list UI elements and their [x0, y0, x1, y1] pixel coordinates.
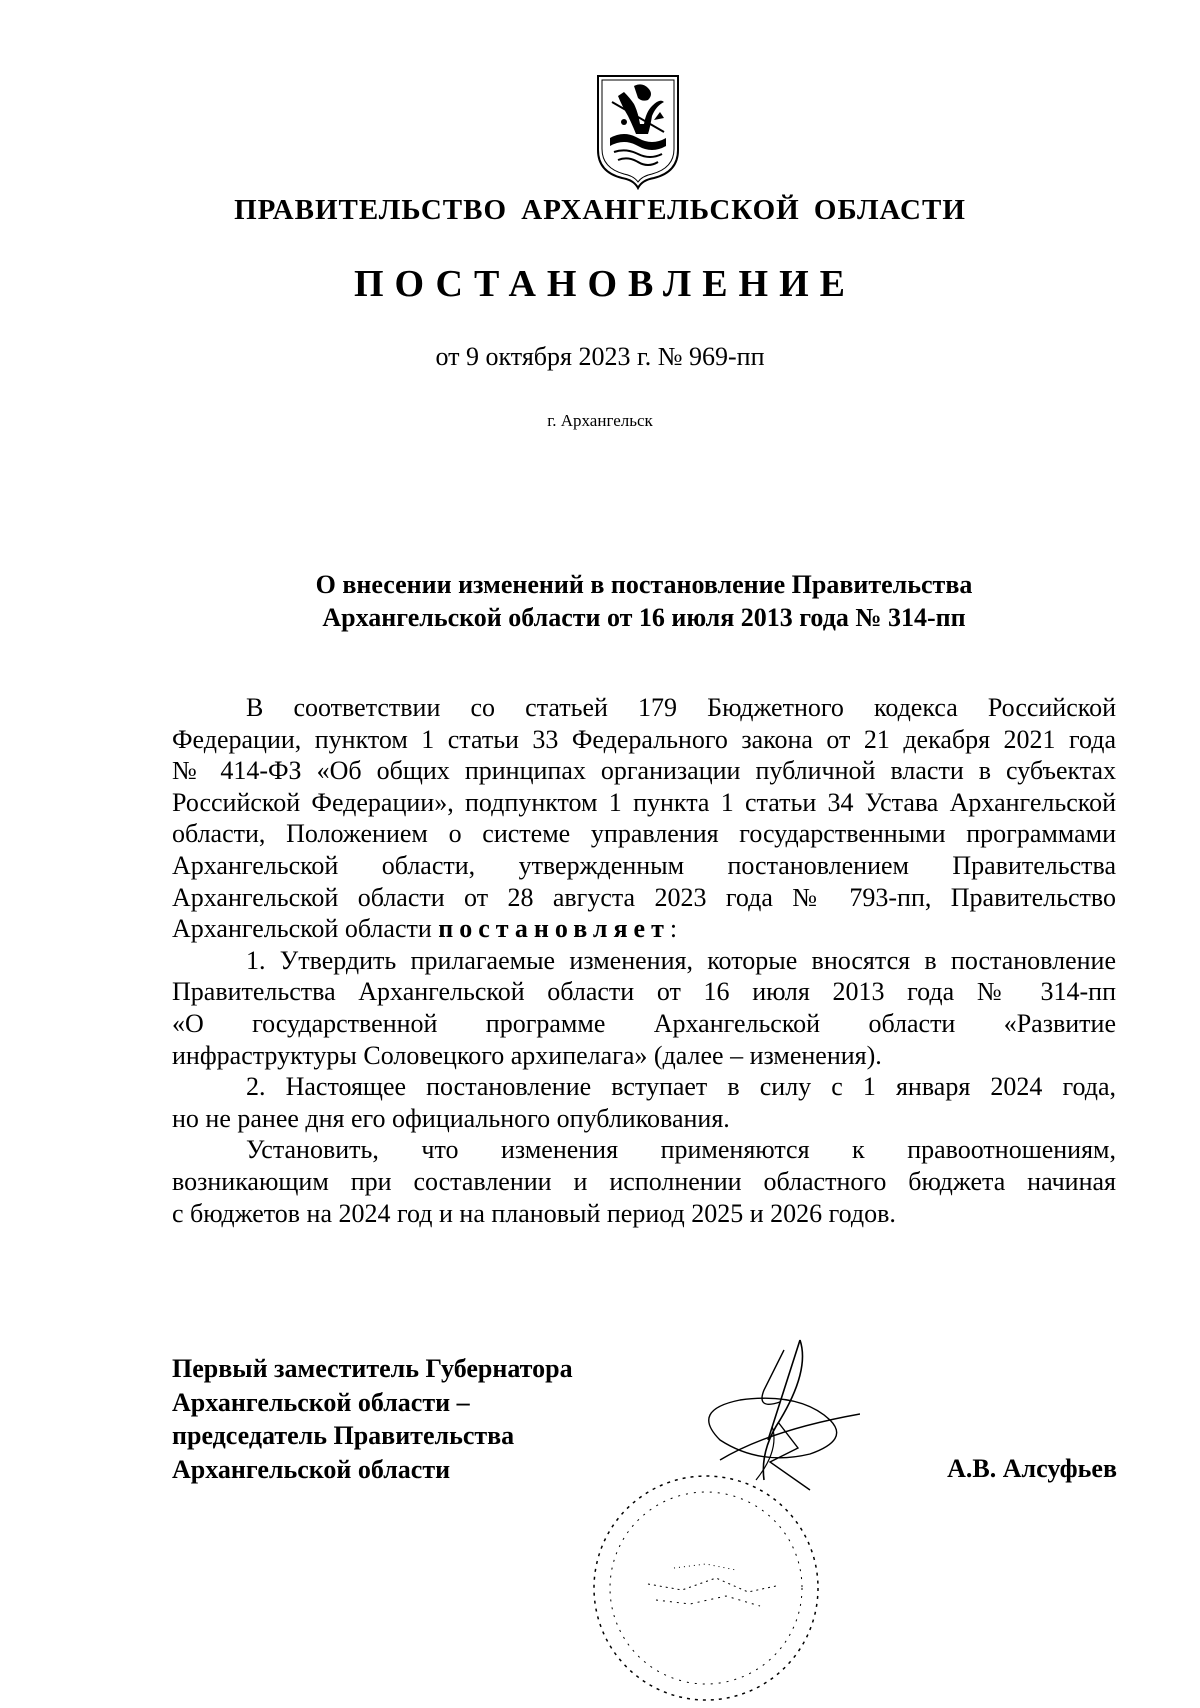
body-line: области, Положением о системе управления государственными программами	[172, 819, 1116, 849]
item1-line: инфраструктуры Соловецкого архипелага» (далее – изменения).	[172, 1040, 882, 1070]
body-line: Российской Федерации», подпунктом 1 пункта 1 статьи 34 Устава Архангельской	[172, 787, 1116, 817]
body-line-resolves	[172, 913, 1116, 945]
body-line: В соответствии со статьей 179 Бюджетного кодекса Российской	[246, 693, 1116, 722]
body-line: Архангельской области от 28 августа 2023 года № 793-пп, Правительство	[172, 882, 1116, 912]
item1-line: «О государственной программе Архангельской области «Развитие	[172, 1008, 1116, 1038]
signer-title-line: Архангельской области	[172, 1454, 451, 1484]
body-line: Архангельской области, утвержденным постановлением Правительства	[172, 850, 1116, 880]
signer-name: А.В. Алсуфьев	[947, 1454, 1117, 1483]
coat-of-arms-emblem	[594, 72, 682, 190]
document-city: г. Архангельск	[547, 411, 653, 430]
signer-title	[172, 1352, 692, 1486]
item1-line: Правительства Архангельской области от 16 июля 2013 года № 314-пп	[172, 977, 1116, 1007]
resolves-prefix: Архангельской области	[172, 914, 439, 944]
resolves-suffix: :	[669, 914, 678, 944]
signer-title-line: Первый заместитель Губернатора	[172, 1354, 573, 1383]
signer-title-line: председатель Правительства	[172, 1421, 515, 1450]
document-type-title: ПОСТАНОВЛЕНИЕ	[353, 263, 857, 305]
government-name: ПРАВИТЕЛЬСТВО АРХАНГЕЛЬСКОЙ ОБЛАСТИ	[234, 194, 966, 226]
document-subject	[172, 568, 1116, 634]
subject-line: Архангельской области от 16 июля 2013 года № 314-пп	[322, 603, 966, 632]
resolves-keyword: постановляет	[438, 914, 670, 944]
document-date-number: от 9 октября 2023 г. № 969-пп	[435, 342, 765, 371]
body-line: Федерации, пунктом 1 статьи 33 Федерального закона от 21 декабря 2021 года	[172, 724, 1116, 754]
item2-line: 2. Настоящее постановление вступает в силу с 1 января 2024 года,	[246, 1072, 1116, 1102]
item3-line: с бюджетов на 2024 год и на плановый период 2025 и 2026 годов.	[172, 1198, 896, 1228]
signer-title-line: Архангельской области –	[172, 1387, 470, 1417]
item3-line: Установить, что изменения применяются к правоотношениям,	[246, 1135, 1116, 1165]
item1-line: 1. Утвердить прилагаемые изменения, которые вносятся в постановление	[246, 945, 1116, 975]
item2-line: но не ранее дня его официального опубликования.	[172, 1103, 730, 1133]
document-body	[172, 692, 1116, 1229]
item3-line: возникающим при составлении и исполнении областного бюджета начиная	[172, 1166, 1116, 1196]
body-line: № 414-ФЗ «Об общих принципах организации публичной власти в субъектах	[172, 756, 1116, 786]
subject-line: О внесении изменений в постановление Правительства	[315, 570, 973, 599]
handwritten-signature	[660, 1330, 860, 1520]
